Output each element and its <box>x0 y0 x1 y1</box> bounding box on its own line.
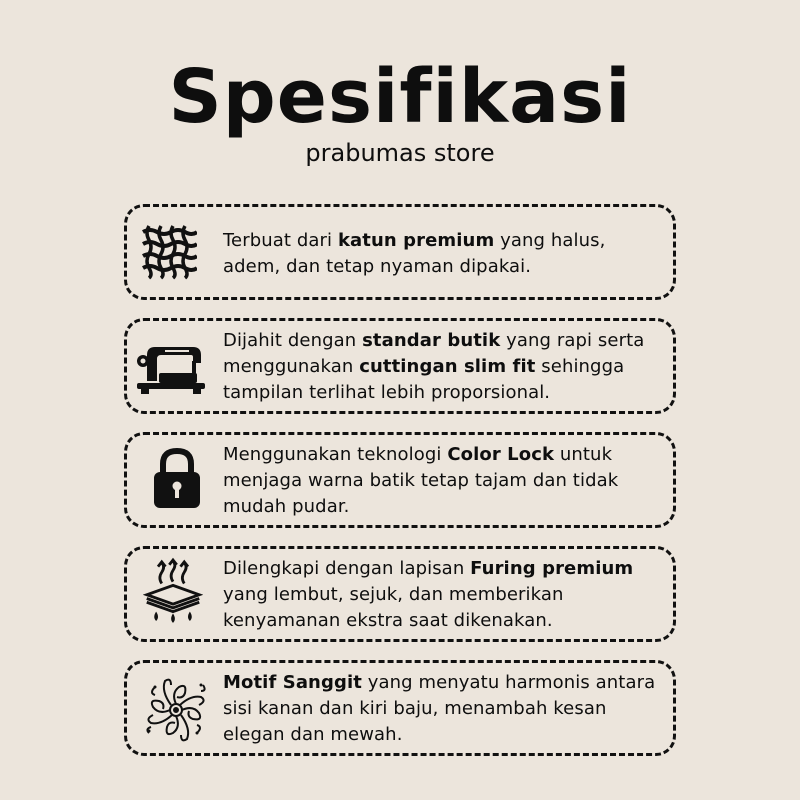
text-segment: untuk menjaga warna batik tetap tajam dan tidak mudah pudar. <box>223 444 619 517</box>
text-segment: sehingga tampilan terlihat lebih proporsional. <box>223 356 625 403</box>
text-segment: yang rapi serta menggunakan <box>223 330 645 377</box>
text-segment: Dijahit dengan <box>223 330 363 351</box>
spec-card-tailoring <box>124 318 676 414</box>
text-segment: Dilengkapi dengan lapisan <box>223 558 471 579</box>
batik-motif-icon <box>141 673 211 747</box>
spec-text <box>223 228 663 280</box>
text-highlight: Furing premium <box>470 558 634 579</box>
woven-fabric-icon <box>139 222 199 282</box>
spec-card-motif <box>124 660 676 756</box>
text-segment: yang menyatu harmonis antara sisi kanan dan kiri baju, menambah kesan elegan dan mewah. <box>223 672 656 745</box>
text-highlight: katun premium <box>337 230 495 251</box>
text-segment: Menggunakan teknologi <box>223 444 448 465</box>
spec-card-lining <box>124 546 676 642</box>
spec-text <box>223 556 663 634</box>
padlock-icon <box>147 449 207 509</box>
text-highlight: Color Lock <box>447 444 555 465</box>
spec-text <box>223 328 663 406</box>
spec-card-fabric <box>124 204 676 300</box>
text-segment: yang halus, adem, dan tetap nyaman dipakai. <box>223 230 606 277</box>
sewing-machine-icon <box>135 337 207 397</box>
spec-text <box>223 670 663 748</box>
store-name: prabumas store <box>305 139 495 167</box>
text-highlight: cuttingan slim fit <box>359 356 536 377</box>
text-highlight: standar butik <box>362 330 501 351</box>
page-title: Spesifikasi <box>168 54 632 140</box>
spec-card-color-lock <box>124 432 676 528</box>
text-segment: yang lembut, sejuk, dan memberikan kenyamanan ekstra saat dikenakan. <box>223 584 564 631</box>
spec-text <box>223 442 663 520</box>
text-segment: Terbuat dari <box>223 230 338 251</box>
breathable-layer-icon <box>143 561 203 621</box>
text-highlight: Motif Sanggit <box>223 672 362 693</box>
